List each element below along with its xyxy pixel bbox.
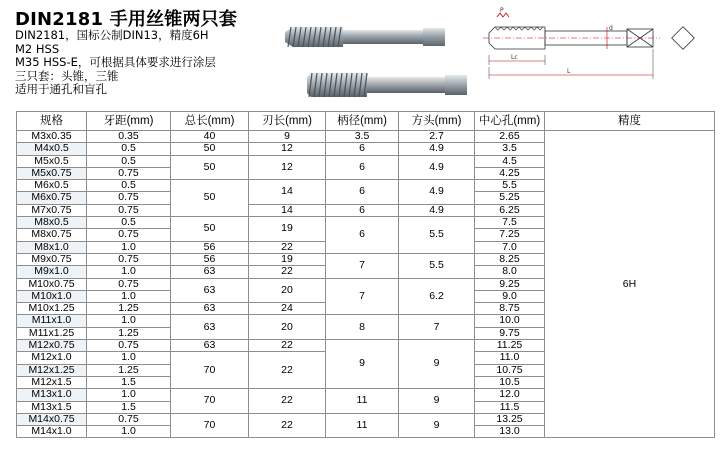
- square-cell: 7: [399, 315, 475, 340]
- pitch-cell: 1.25: [87, 327, 171, 339]
- cutting-length-cell: 12: [249, 155, 326, 180]
- cutting-length-cell: 20: [249, 315, 326, 340]
- total-length-cell: 40: [171, 131, 249, 143]
- pitch-cell: 0.5: [87, 143, 171, 155]
- size-cell: M12x0.75: [17, 340, 87, 352]
- diameter-label: d: [609, 25, 613, 32]
- square-cell: 5.5: [399, 253, 475, 278]
- table-header-row: [17, 112, 715, 131]
- square-cell: 5.5: [399, 217, 475, 254]
- center-hole-cell: 8.75: [475, 303, 545, 315]
- page-title: DIN2181 手用丝锥两只套: [15, 9, 238, 30]
- square-cell: 9: [399, 413, 475, 438]
- pitch-cell: 0.5: [87, 180, 171, 192]
- center-hole-cell: 7.0: [475, 241, 545, 253]
- center-hole-cell: 8.0: [475, 266, 545, 278]
- shank-diameter-cell: 3.5: [326, 131, 399, 143]
- center-hole-cell: 10.5: [475, 376, 545, 388]
- size-cell: M8x1.0: [17, 241, 87, 253]
- cutting-length-label: Lc: [511, 54, 518, 61]
- center-hole-cell: 7.25: [475, 229, 545, 241]
- shank-diameter-cell: 6: [326, 143, 399, 155]
- center-hole-cell: 9.0: [475, 290, 545, 302]
- pitch-cell: 0.75: [87, 340, 171, 352]
- cutting-length-cell: 22: [249, 352, 326, 389]
- description-line: 适用于通孔和盲孔: [15, 82, 107, 97]
- shank-diameter-cell: 6: [326, 180, 399, 205]
- pitch-label: P: [500, 7, 504, 14]
- size-cell: M10x0.75: [17, 278, 87, 290]
- total-length-cell: 50: [171, 217, 249, 242]
- cutting-length-cell: 22: [249, 266, 326, 278]
- center-hole-cell: 11.5: [475, 401, 545, 413]
- center-hole-cell: 9.25: [475, 278, 545, 290]
- square-cell: 9: [399, 389, 475, 414]
- tolerance-cell: 6H: [545, 131, 715, 438]
- header-total-length: 总长(mm): [171, 112, 249, 131]
- cutting-length-cell: 19: [249, 253, 326, 265]
- square-cell: 6.2: [399, 278, 475, 315]
- shank-diameter-cell: 11: [326, 389, 399, 414]
- size-cell: M12x1.0: [17, 352, 87, 364]
- pitch-cell: 0.75: [87, 278, 171, 290]
- total-length-cell: 50: [171, 180, 249, 217]
- pitch-cell: 1.25: [87, 303, 171, 315]
- center-hole-cell: 5.5: [475, 180, 545, 192]
- center-hole-cell: 11.25: [475, 340, 545, 352]
- cutting-length-cell: 9: [249, 131, 326, 143]
- center-hole-cell: 8.25: [475, 253, 545, 265]
- pitch-cell: 1.0: [87, 266, 171, 278]
- header-square: 方头(mm): [399, 112, 475, 131]
- square-cell: 4.9: [399, 155, 475, 180]
- total-length-cell: 63: [171, 278, 249, 303]
- shank-diameter-cell: 6: [326, 155, 399, 180]
- description-line: M35 HSS-E，可根据具体要求进行涂层: [15, 55, 216, 70]
- pitch-cell: 1.0: [87, 426, 171, 438]
- center-hole-cell: 9.75: [475, 327, 545, 339]
- size-cell: M9x1.0: [17, 266, 87, 278]
- table-row: [17, 131, 715, 143]
- center-hole-cell: 4.5: [475, 155, 545, 167]
- square-cell: 4.9: [399, 204, 475, 216]
- cutting-length-cell: 12: [249, 143, 326, 155]
- center-hole-cell: 3.5: [475, 143, 545, 155]
- pitch-cell: 0.75: [87, 253, 171, 265]
- pitch-cell: 0.5: [87, 155, 171, 167]
- tap-specification-table: [16, 111, 715, 438]
- pitch-cell: 1.0: [87, 315, 171, 327]
- size-cell: M5x0.5: [17, 155, 87, 167]
- size-cell: M14x1.0: [17, 426, 87, 438]
- size-cell: M4x0.5: [17, 143, 87, 155]
- square-cell: 4.9: [399, 180, 475, 205]
- center-hole-cell: 13.25: [475, 413, 545, 425]
- size-cell: M5x0.75: [17, 167, 87, 179]
- header-center-hole: 中心孔(mm): [475, 112, 545, 131]
- size-cell: M11x1.0: [17, 315, 87, 327]
- total-length-cell: 63: [171, 266, 249, 278]
- header-shank-diameter: 柄径(mm): [326, 112, 399, 131]
- center-hole-cell: 10.0: [475, 315, 545, 327]
- size-cell: M12x1.5: [17, 376, 87, 388]
- center-hole-cell: 7.5: [475, 217, 545, 229]
- pitch-cell: 0.35: [87, 131, 171, 143]
- cutting-length-cell: 22: [249, 340, 326, 352]
- cutting-length-cell: 14: [249, 180, 326, 205]
- cutting-length-cell: 22: [249, 241, 326, 253]
- total-length-cell: 56: [171, 253, 249, 265]
- total-length-cell: 70: [171, 389, 249, 414]
- header-tolerance: 精度: [545, 112, 715, 131]
- size-cell: M6x0.75: [17, 192, 87, 204]
- center-hole-cell: 12.0: [475, 389, 545, 401]
- cutting-length-cell: 14: [249, 204, 326, 216]
- total-length-cell: 50: [171, 155, 249, 180]
- size-cell: M11x1.25: [17, 327, 87, 339]
- center-hole-cell: 13.0: [475, 426, 545, 438]
- tap-technical-drawing: [475, 5, 710, 90]
- pitch-cell: 0.5: [87, 217, 171, 229]
- size-cell: M13x1.5: [17, 401, 87, 413]
- cutting-length-cell: 19: [249, 217, 326, 242]
- size-cell: M6x0.5: [17, 180, 87, 192]
- size-cell: M10x1.0: [17, 290, 87, 302]
- pitch-cell: 0.75: [87, 167, 171, 179]
- size-cell: M8x0.5: [17, 217, 87, 229]
- total-length-cell: 63: [171, 315, 249, 340]
- shank-diameter-cell: 11: [326, 413, 399, 438]
- pitch-cell: 1.25: [87, 364, 171, 376]
- total-length-cell: 63: [171, 340, 249, 352]
- shank-diameter-cell: 8: [326, 315, 399, 340]
- header-cutting-length: 刃长(mm): [249, 112, 326, 131]
- pitch-cell: 1.0: [87, 290, 171, 302]
- pitch-cell: 0.75: [87, 192, 171, 204]
- total-length-cell: 56: [171, 241, 249, 253]
- cutting-length-cell: 22: [249, 389, 326, 414]
- size-cell: M3x0.35: [17, 131, 87, 143]
- shank-diameter-cell: 7: [326, 278, 399, 315]
- pitch-cell: 0.75: [87, 413, 171, 425]
- description-line: DIN2181，国标公制DIN13，精度6H: [15, 28, 209, 42]
- shank-diameter-cell: 7: [326, 253, 399, 278]
- total-length-label: L: [567, 68, 571, 75]
- shank-diameter-cell: 6: [326, 217, 399, 254]
- size-cell: M13x1.0: [17, 389, 87, 401]
- center-hole-cell: 4.25: [475, 167, 545, 179]
- square-cell: 4.9: [399, 143, 475, 155]
- center-hole-cell: 11.0: [475, 352, 545, 364]
- size-cell: M10x1.25: [17, 303, 87, 315]
- header-size: 规格: [17, 112, 87, 131]
- shank-diameter-cell: 6: [326, 204, 399, 216]
- description-line: M2 HSS: [15, 41, 60, 56]
- pitch-cell: 1.5: [87, 401, 171, 413]
- shank-diameter-cell: 9: [326, 340, 399, 389]
- description-line: 三只套：头锥，三锥: [15, 68, 119, 83]
- cutting-length-cell: 22: [249, 413, 326, 438]
- cutting-length-cell: 24: [249, 303, 326, 315]
- header-pitch: 牙距(mm): [87, 112, 171, 131]
- pitch-cell: 1.0: [87, 352, 171, 364]
- pitch-cell: 1.5: [87, 376, 171, 388]
- size-cell: M8x0.75: [17, 229, 87, 241]
- total-length-cell: 70: [171, 413, 249, 438]
- center-hole-cell: 10.75: [475, 364, 545, 376]
- size-cell: M12x1.25: [17, 364, 87, 376]
- square-cell: 2.7: [399, 131, 475, 143]
- total-length-cell: 50: [171, 143, 249, 155]
- cutting-length-cell: 20: [249, 278, 326, 303]
- center-hole-cell: 5.25: [475, 192, 545, 204]
- total-length-cell: 63: [171, 303, 249, 315]
- pitch-cell: 1.0: [87, 389, 171, 401]
- square-cell: 9: [399, 340, 475, 389]
- center-hole-cell: 2.65: [475, 131, 545, 143]
- tap-image-taper: [283, 22, 448, 52]
- total-length-cell: 70: [171, 352, 249, 389]
- pitch-cell: 1.0: [87, 241, 171, 253]
- pitch-cell: 0.75: [87, 229, 171, 241]
- description: [15, 29, 216, 97]
- size-cell: M14x0.75: [17, 413, 87, 425]
- tap-image-plug: [305, 68, 470, 102]
- center-hole-cell: 6.25: [475, 204, 545, 216]
- size-cell: M7x0.75: [17, 204, 87, 216]
- size-cell: M9x0.75: [17, 253, 87, 265]
- pitch-cell: 0.75: [87, 204, 171, 216]
